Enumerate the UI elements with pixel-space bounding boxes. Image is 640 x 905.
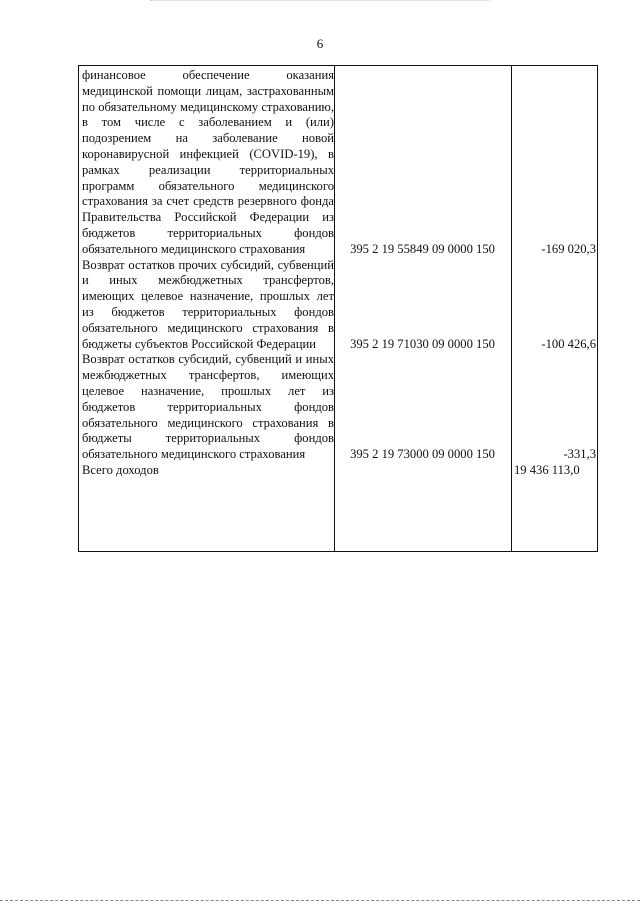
- revenue-amount: -331,3: [563, 447, 596, 462]
- page-number: 6: [316, 36, 324, 51]
- revenue-description: Возврат остатков прочих субсидий, субвенций и иных межбюджетных трансфертов, имеющих целевое назначение, прошлых лет из бюджетов территориальных фондов обязательного медицинского страхования в бюджеты субъектов Российской Федерации: [82, 257, 334, 351]
- table-rows: [82, 68, 596, 479]
- budget-classification-code: 395 2 19 71030 09 0000 150: [350, 336, 495, 351]
- table-row: [82, 352, 596, 463]
- budget-classification-code: 395 2 19 55849 09 0000 150: [350, 241, 495, 256]
- total-amount: 19 436 113,0: [514, 462, 580, 477]
- page-bottom-edge: [0, 900, 640, 901]
- revenue-amount: -169 020,3: [541, 241, 596, 256]
- total-row: [82, 463, 596, 479]
- table-row: [82, 68, 596, 258]
- budget-classification-code: 395 2 19 73000 09 0000 150: [350, 447, 495, 462]
- total-label: Всего доходов: [82, 462, 159, 477]
- scan-edge-artifact: [150, 0, 490, 4]
- budget-revenue-table: [78, 65, 598, 552]
- table-row: [82, 258, 596, 353]
- revenue-description: Возврат остатков субсидий, субвенций и иных межбюджетных трансфертов, имеющих целевое назначение, прошлых лет из бюджетов территориальных фондов обязательного медицинского страхования в бюджеты территориальных фондов обязательного медицинского страхования: [82, 352, 334, 462]
- revenue-amount: -100 426,6: [541, 336, 596, 351]
- revenue-description: финансовое обеспечение оказания медицинской помощи лицам, застрахованным по обязательному медицинскому страхованию, в том числе с заболеванием и (или) подозрением на заболевание новой коронавирусной инфекцией (COVID-19), в рамках реализации территориальных программ обязательного медицинского страхования за счет средств резервного фонда Правительства Российской Федерации из бюджетов территориальных фондов обязательного медицинского страхования: [82, 68, 334, 256]
